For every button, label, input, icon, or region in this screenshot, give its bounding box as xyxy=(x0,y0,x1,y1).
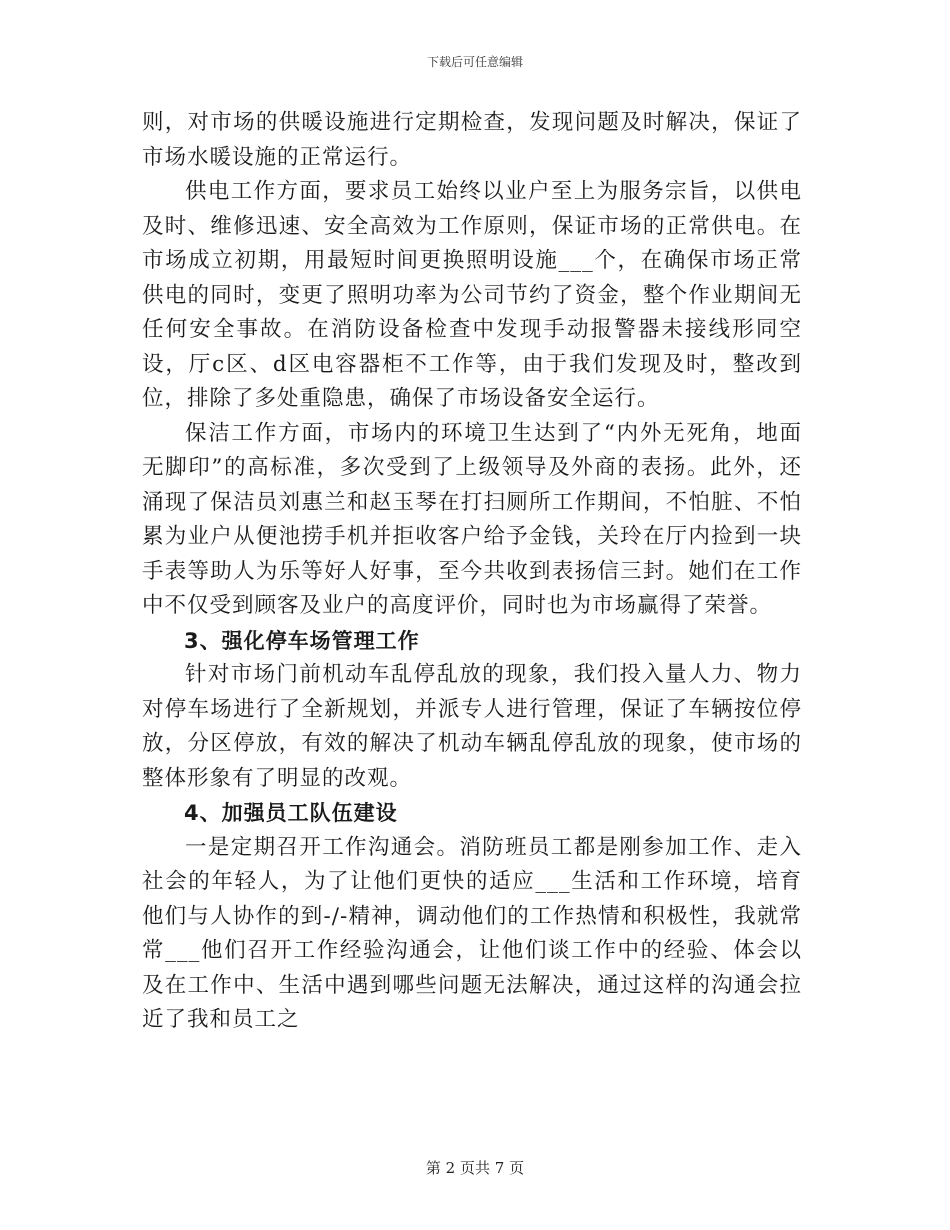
page-header: 下载后可任意编辑 xyxy=(426,55,523,69)
section-heading-staff: 4、加强员工队伍建设 xyxy=(184,801,398,825)
paragraph-power-supply: 供电工作方面，要求员工始终以业户至上为服务宗旨，以供电及时、维修迅速、安全高效为工作原则，保证市场的正常供电。在市场成立初期，用最短时间更换照明设施___个，在确保市场正常供电的同时，变更了照明功率为公司节约了资金，整个作业期间无任何安全事故。在消防设备检查中发现手动报警器未接线形同空设，厅c区、d区电容器柜不工作等，由于我们发现及时，整改到位，排除了多处重隐患，确保了市场设备安全运行。 xyxy=(142,179,802,411)
document-body xyxy=(142,106,802,1038)
paragraph-staff: 一是定期召开工作沟通会。消防班员工都是刚参加工作、走入社会的年轻人，为了让他们更快的适应___生活和工作环境，培育他们与人协作的到-/-精神，调动他们的工作热情和积极性，我就常常___他们召开工作经验沟通会，让他们谈工作中的经验、体会以及在工作中、生活中遇到哪些问题无法解决，通过这样的沟通会拉近了我和员工之 xyxy=(142,834,802,1032)
page-footer: 第 2 页共 7 页 xyxy=(425,1159,525,1177)
paragraph-parking: 针对市场门前机动车乱停乱放的现象，我们投入量人力、物力对停车场进行了全新规划，并派专人进行管理，保证了车辆按位停放，分区停放，有效的解决了机动车辆乱停乱放的现象，使市场的整体形象有了明显的改观。 xyxy=(142,662,802,791)
paragraph-cleaning: 保洁工作方面，市场内的环境卫生达到了“内外无死角，地面无脚印”的高标准，多次受到了上级领导及外商的表扬。此外，还涌现了保洁员刘惠兰和赵玉琴在打扫厕所工作期间，不怕脏、不怕累为业户从便池捞手机并拒收客户给予金钱，关玲在厅内捡到一块手表等助人为乐等好人好事，至今共收到表扬信三封。她们在工作中不仅受到顾客及业户的高度评价，同时也为市场赢得了荣誉。 xyxy=(142,420,802,618)
paragraph-heating: 则，对市场的供暖设施进行定期检查，发现问题及时解决，保证了市场水暖设施的正常运行。 xyxy=(142,110,802,170)
section-heading-parking: 3、强化停车场管理工作 xyxy=(184,628,420,653)
